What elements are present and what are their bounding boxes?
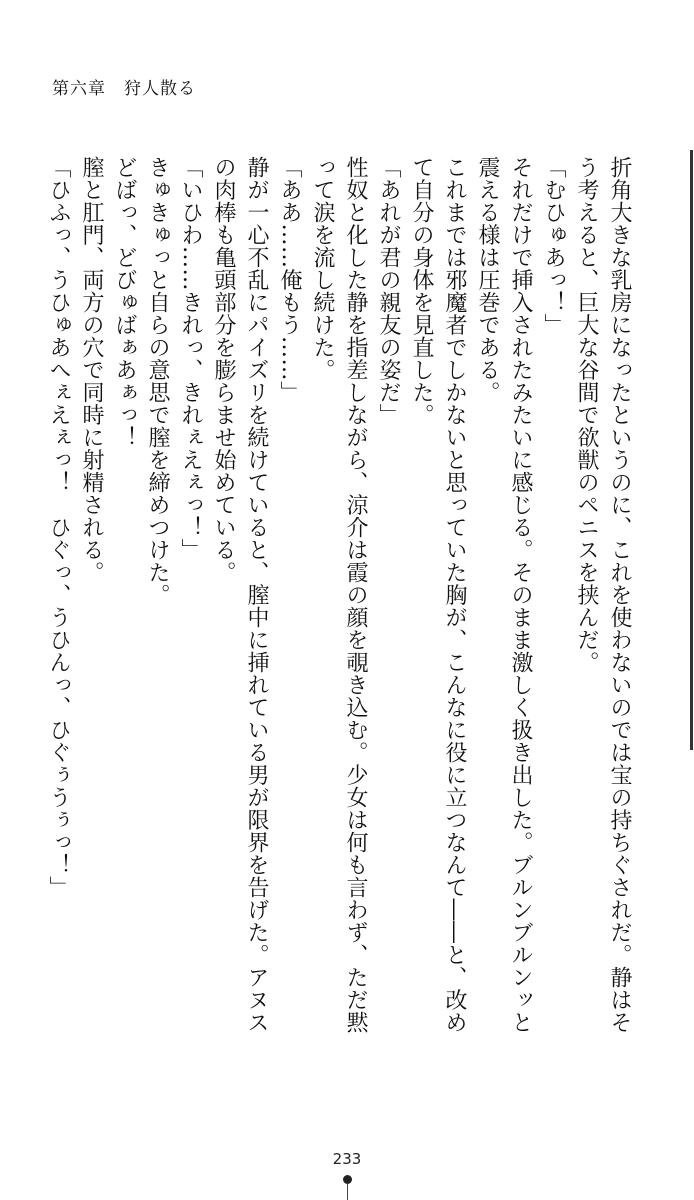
text-line: 「ひふっ、うひゅあへぇえぇっ！ ひぐっ、うひんっ、ひぐぅうぅっ！」: [46, 156, 71, 899]
text-line: 「あれが君の親友の姿だ」: [376, 156, 401, 426]
text-line: 「ああ……俺もう……」: [277, 156, 302, 404]
body-text: [42, 156, 636, 1034]
text-line: 性奴と化した静を指差しながら、涼介は霞の顔を覗き込む。少女は何も言わず、ただ黙: [343, 156, 368, 1034]
text-line: 膣と肛門、両方の穴で同時に射精される。: [79, 156, 104, 584]
page-marker-line: [347, 1184, 348, 1200]
page-number: 233: [332, 1150, 362, 1168]
page-marker-dot: [343, 1175, 352, 1184]
page-edge-rule: [690, 150, 693, 750]
text-line: 「むひゅあっ！」: [541, 156, 566, 336]
text-line: 静が一心不乱にパイズリを続けていると、膣中に挿れている男が限界を告げた。アヌス: [244, 156, 269, 1034]
text-line: これまでは邪魔者でしかないと思っていた胸が、こんなに役に立つなんて――と、改め: [442, 156, 467, 1034]
text-line: の肉棒も亀頭部分を膨らませ始めている。: [211, 156, 236, 584]
text-line: それだけで挿入されたみたいに感じる。そのまま激しく扱き出した。ブルンブルンッと: [508, 156, 533, 1034]
text-line: 折角大きな乳房になったというのに、これを使わないのでは宝の持ちぐされだ。静はそ: [607, 156, 632, 1034]
text-line: て自分の身体を見直した。: [409, 156, 434, 426]
text-line: 震える様は圧巻である。: [475, 156, 500, 404]
chapter-title: 第六章 狩人散る: [52, 79, 196, 99]
text-line: きゅきゅっと自らの意思で膣を締めつけた。: [145, 156, 170, 606]
text-line: 「いひわ……きれっ、きれぇえぇっ！」: [178, 156, 203, 561]
text-line: う考えると、巨大な谷間で欲獣のペニスを挟んだ。: [574, 156, 599, 674]
text-line: って涙を流し続けた。: [310, 156, 335, 381]
text-line: どばっ、どびゅばぁあぁっ！: [112, 156, 137, 449]
